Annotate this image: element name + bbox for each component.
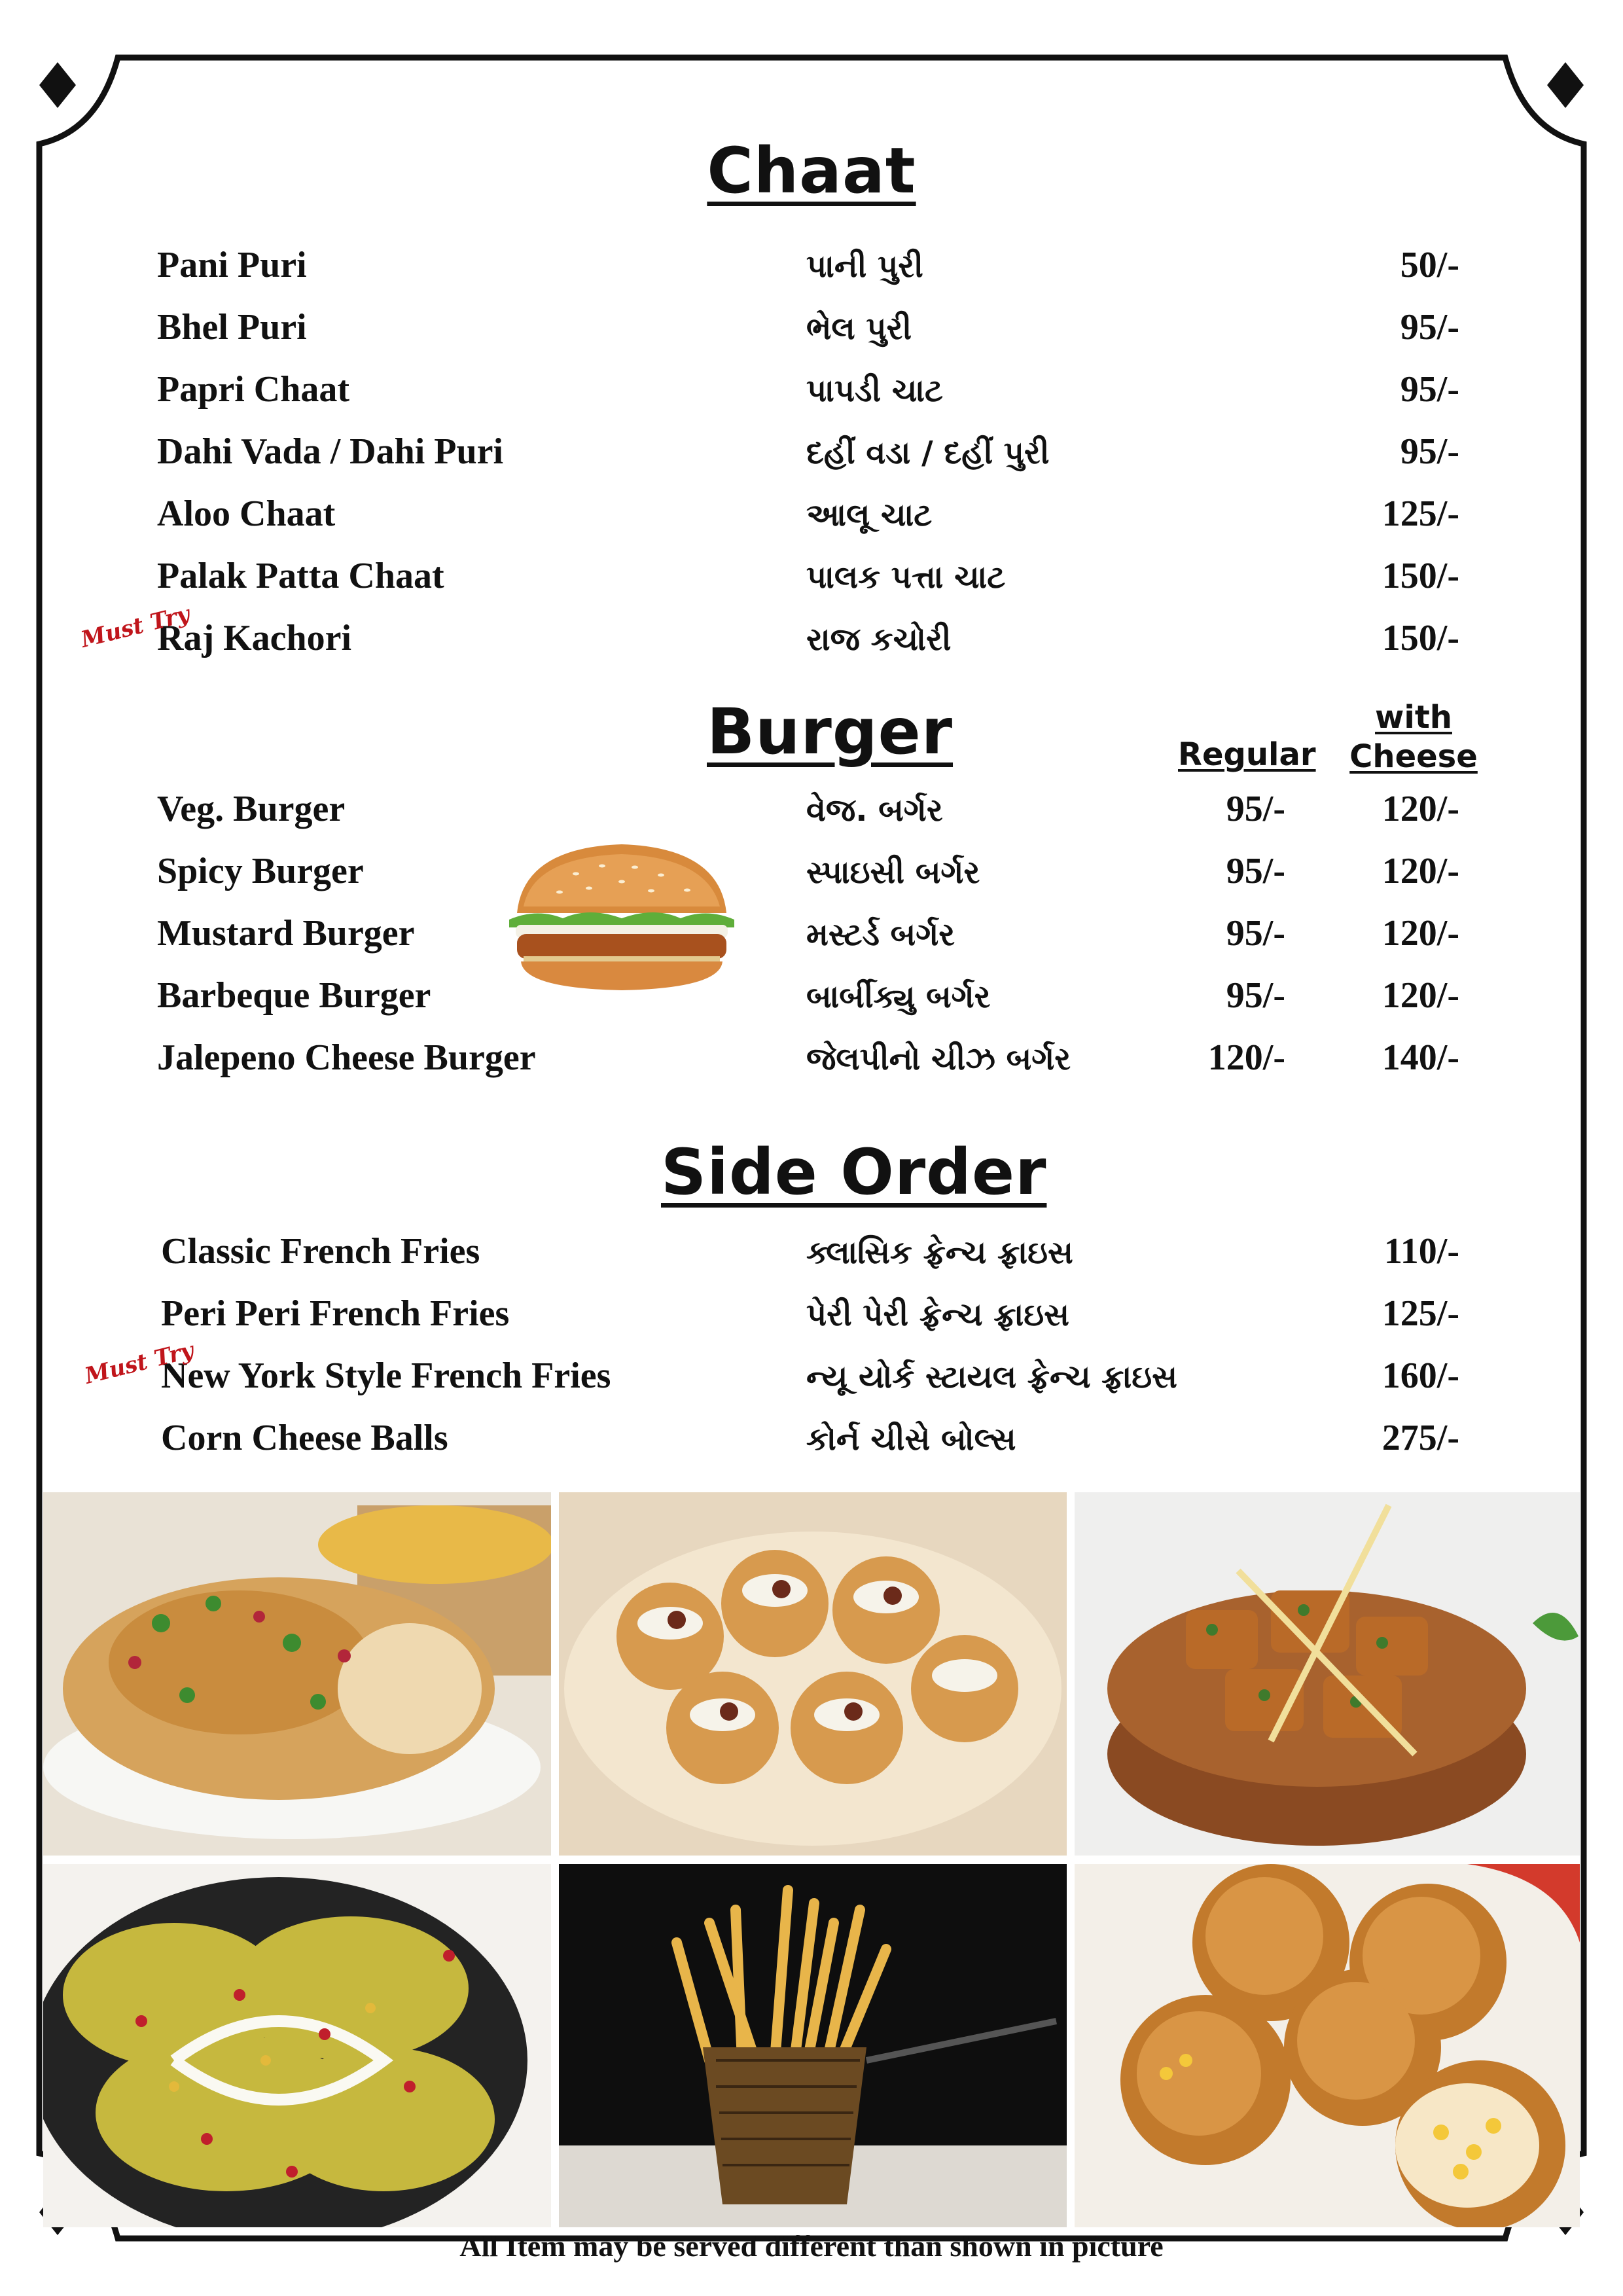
menu-row xyxy=(0,1355,1623,1418)
item-price: 95/- xyxy=(1400,369,1459,410)
item-name: Bhel Puri xyxy=(157,307,307,348)
item-price: 110/- xyxy=(1383,1231,1459,1272)
item-name: Peri Peri French Fries xyxy=(161,1293,510,1334)
item-price-regular: 120/- xyxy=(1207,1037,1285,1078)
cheese-column-header-line1 xyxy=(1348,699,1479,736)
item-price-regular: 95/- xyxy=(1226,851,1285,891)
menu-row xyxy=(0,1230,1623,1293)
item-name: Aloo Chaat xyxy=(157,493,336,534)
aloo-chaat-photo xyxy=(1075,1492,1580,1856)
item-name-gujarati: આલૂ ચાટ xyxy=(806,497,933,533)
item-name-gujarati: ક્લાસિક ફ્રેન્ચ ફ્રાઇસ xyxy=(806,1234,1073,1271)
item-price-cheese: 120/- xyxy=(1382,789,1459,829)
footer-disclaimer: All Item may be served different than shown in picture xyxy=(459,2229,1164,2263)
item-name-gujarati: સ્પાઇસી બર્ગર xyxy=(806,854,980,891)
menu-row xyxy=(0,431,1623,493)
item-price-regular: 95/- xyxy=(1226,975,1285,1016)
item-name-gujarati: ભેલ પુરી xyxy=(806,310,912,347)
item-name: Barbeque Burger xyxy=(157,975,431,1016)
french-fries-photo xyxy=(559,1864,1067,2227)
item-name: Spicy Burger xyxy=(157,851,364,891)
item-name-gujarati: પાની પુરી xyxy=(806,248,923,285)
item-name: Pani Puri xyxy=(157,245,307,285)
item-name-gujarati: પાપડી ચાટ xyxy=(806,372,943,409)
item-price: 95/- xyxy=(1400,431,1459,472)
corn-cheese-balls-photo xyxy=(1075,1864,1580,2227)
item-price-cheese: 140/- xyxy=(1382,1037,1459,1078)
item-price: 160/- xyxy=(1382,1355,1459,1396)
menu-row xyxy=(0,368,1623,431)
bhel-puri-photo xyxy=(43,1492,551,1856)
item-name-gujarati: દહીં વડા / દહીં પુરી xyxy=(806,435,1050,471)
burger-title: Burger xyxy=(707,695,954,768)
burger-image xyxy=(497,834,746,998)
chaat-title: Chaat xyxy=(707,134,916,207)
cheese-column-header-line2: Cheese xyxy=(1349,738,1478,775)
item-name-gujarati: મસ્ટર્ડ બર્ગર xyxy=(806,916,955,953)
item-price-cheese: 120/- xyxy=(1382,851,1459,891)
item-price: 125/- xyxy=(1382,493,1459,534)
menu-row xyxy=(0,975,1623,1037)
item-name-gujarati: ન્યૂ યોર્ક સ્ટાયલ ફ્રેન્ચ ફ્રાઇસ xyxy=(806,1359,1177,1395)
item-price: 50/- xyxy=(1400,245,1459,285)
menu-row xyxy=(0,1037,1623,1100)
item-price-regular: 95/- xyxy=(1226,913,1285,954)
menu-row xyxy=(0,555,1623,618)
item-price: 150/- xyxy=(1382,556,1459,596)
menu-row xyxy=(0,306,1623,369)
item-name-gujarati: જેલપીનો ચીઝ બર્ગર xyxy=(806,1041,1071,1077)
item-name: Mustard Burger xyxy=(157,913,415,954)
dahi-puri-photo xyxy=(559,1492,1067,1856)
menu-row xyxy=(0,244,1623,307)
item-price-cheese: 120/- xyxy=(1382,975,1459,1016)
item-name-gujarati: કોર્ન ચીસે બોલ્સ xyxy=(806,1421,1016,1458)
item-price: 125/- xyxy=(1382,1293,1459,1334)
item-price: 275/- xyxy=(1382,1418,1459,1458)
item-name: Papri Chaat xyxy=(157,369,349,410)
must-try-badge: Must Try xyxy=(78,601,192,653)
menu-row xyxy=(0,617,1623,680)
must-try-badge: Must Try xyxy=(82,1337,196,1390)
side-order-title: Side Order xyxy=(661,1136,1047,1209)
item-name-gujarati: પેરી પેરી ફ્રેન્ચ ફ્રાઇસ xyxy=(806,1297,1070,1333)
menu-row xyxy=(0,1293,1623,1355)
menu-row xyxy=(0,1417,1623,1480)
item-price-regular: 95/- xyxy=(1226,789,1285,829)
menu-row xyxy=(0,850,1623,913)
palak-patta-chaat-photo xyxy=(43,1864,551,2227)
item-name-gujarati: બાર્બીક્યુ બર્ગર xyxy=(806,978,991,1015)
item-name: Veg. Burger xyxy=(157,789,346,829)
cheese-column-header-with: with xyxy=(1375,699,1452,736)
item-name: Corn Cheese Balls xyxy=(161,1418,448,1458)
item-price-cheese: 120/- xyxy=(1382,913,1459,954)
item-price: 95/- xyxy=(1400,307,1459,348)
menu-row xyxy=(0,493,1623,556)
item-name: Raj Kachori xyxy=(157,618,352,658)
menu-row xyxy=(0,788,1623,851)
item-name: Dahi Vada / Dahi Puri xyxy=(157,431,504,472)
item-name: New York Style French Fries xyxy=(161,1355,611,1396)
item-name: Palak Patta Chaat xyxy=(157,556,444,596)
item-name-gujarati: રાજ કચોરી xyxy=(806,621,952,658)
menu-row xyxy=(0,912,1623,975)
item-price: 150/- xyxy=(1382,618,1459,658)
item-name: Classic French Fries xyxy=(161,1231,480,1272)
regular-column-header: Regular xyxy=(1178,736,1316,773)
item-name-gujarati: વેજ. બર્ગર xyxy=(806,792,943,829)
item-name-gujarati: પાલક પત્તા ચાટ xyxy=(806,559,1006,596)
item-name: Jalepeno Cheese Burger xyxy=(157,1037,536,1078)
